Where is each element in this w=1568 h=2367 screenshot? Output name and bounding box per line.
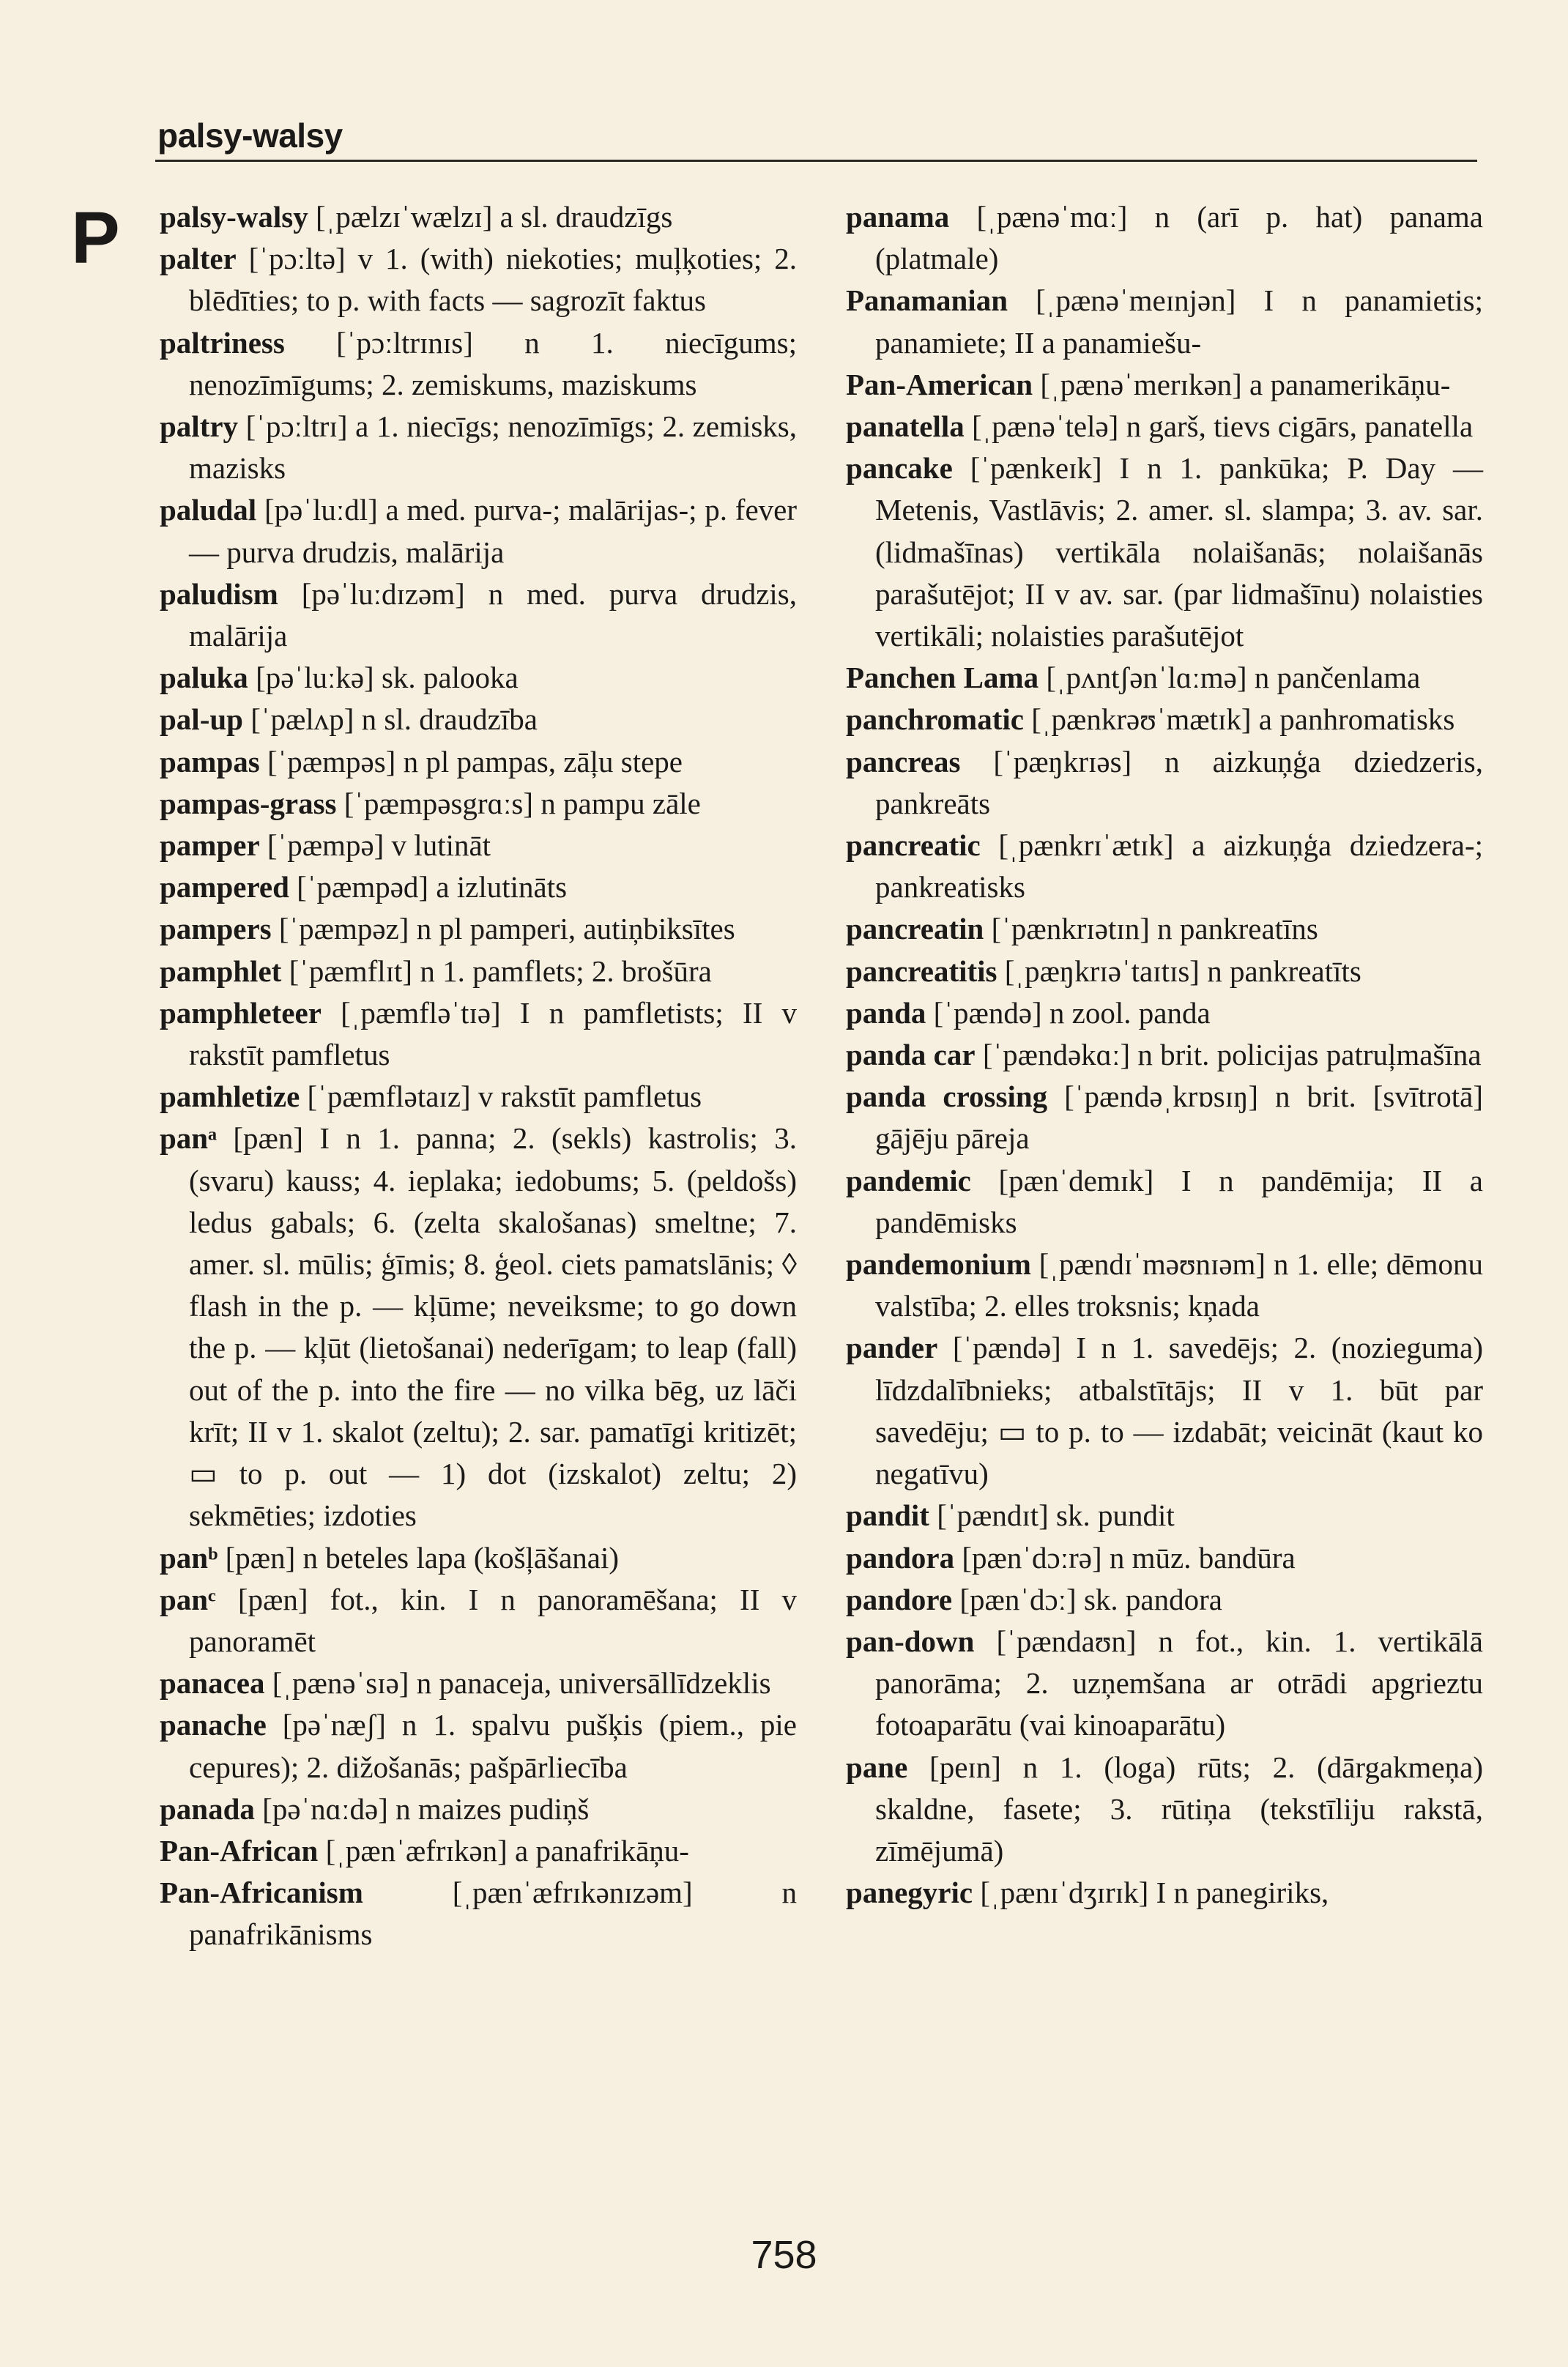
dictionary-entry	[160, 1872, 797, 1955]
headword: pamper	[160, 828, 260, 863]
entry-definition: [ˌpænɪˈdʒɪrɪk] I n panegiriks,	[973, 1876, 1329, 1910]
entry-definition: [ˈpændəkɑː] n brit. policijas patruļmašīna	[975, 1038, 1482, 1072]
entry-definition: [ˈpæmpəs] n pl pampas, zāļu stepe	[259, 744, 683, 779]
entry-definition: [ˈpændəˌkrɒsɪŋ] n brit. [svītrotā] gājēju pāreja	[875, 1080, 1483, 1156]
headword: panᶜ	[160, 1582, 216, 1616]
headword: paluka	[160, 661, 248, 695]
entry-definition: [ˌpænəˈsɪə] n panaceja, universāllīdzeklis	[264, 1666, 771, 1701]
entry-definition: [ˈpɔːltə] v 1. (with) niekoties; muļķoties; 2. blēdīties; to p. with facts — sagrozīt faktus	[189, 242, 797, 318]
entry-definition: [pəˈluːdɪzəm] n med. purva drudzis, malārija	[189, 576, 797, 653]
entry-definition: [ˈpæmflɪt] n 1. pamflets; 2. brošūra	[281, 954, 712, 988]
entry-definition: [ˌpænˈæfrɪkənɪzəm] n panafrikānisms	[189, 1876, 797, 1952]
dictionary-entry	[160, 1076, 797, 1118]
dictionary-entry	[160, 1662, 797, 1704]
dictionary-entry	[846, 699, 1483, 740]
headword: panacea	[160, 1666, 265, 1701]
entry-definition: [ˌpænəˈmeɪnjən] I n panamietis; panamiete; II a panamiešu-	[875, 283, 1483, 360]
entry-definition: [pəˈluːkə] sk. palooka	[248, 661, 519, 695]
dictionary-entry	[160, 825, 797, 866]
headword: palter	[160, 242, 237, 276]
entry-definition: [pəˈnɑːdə] n maizes pudiņš	[254, 1791, 590, 1826]
dictionary-entry	[846, 1579, 1483, 1621]
dictionary-entry	[160, 1704, 797, 1788]
headword: Pan-African	[160, 1833, 319, 1868]
dictionary-entry	[846, 1621, 1483, 1747]
dictionary-entry	[846, 908, 1483, 950]
dictionary-entry	[160, 322, 797, 406]
headword: panda	[846, 995, 926, 1030]
entry-definition: [pæn] I n 1. panna; 2. (sekls) kastrolis; 3. (svaru) kauss; 4. ieplaka; iedobums; 5. (peldošs) ledus gabals; 6. (zelta skalošanas) smeltne; 7. amer. sl. mūlis; ģīmis; 8. ģeol. ciets pamatslānis; ◊ flash in the p. — kļūme; neveiksme; to go down the p. — kļūt (lietošanai) nederīgam; to leap (fall) out of the p. into the fire — no vilka bēg, uz lāči krīt; II v 1. skalot (zeltu); 2. sar. pamatīgi kritizēt; ▭ to p. out — 1) dot (izskalot) zeltu; 2) sekmēties; izdoties	[189, 1121, 797, 1533]
headword: panda crossing	[846, 1080, 1048, 1114]
headword: Pan-American	[846, 367, 1033, 401]
dictionary-entry	[846, 1495, 1483, 1536]
entry-definition: [pæn] n beteles lapa (košļāšanai)	[218, 1540, 620, 1575]
entry-definition: [ˌpænəˈtelə] n garš, tievs cigārs, panatella	[964, 409, 1474, 444]
entry-definition: [ˈpændə] I n 1. savedējs; 2. (nozieguma) līdzdalībnieks; atbalstītājs; II v 1. būt par savedēju; ▭ to p. to — izdabāt; veicināt (kaut ko negatīvu)	[875, 1331, 1483, 1491]
entry-definition: [ˈpænkrɪətɪn] n pankreatīns	[984, 912, 1318, 946]
entry-definition: [peɪn] n 1. (loga) rūts; 2. (dārgakmeņa) skaldne, fasete; 3. rūtiņa (tekstīliju rakstā, zīmējumā)	[875, 1750, 1483, 1868]
entry-definition: [ˌpʌntʃənˈlɑːmə] n pančenlama	[1038, 661, 1421, 695]
dictionary-entry	[846, 1034, 1483, 1076]
entry-definition: [ˈpæmflətaɪz] v rakstīt pamfletus	[300, 1080, 702, 1114]
headword: pamphleteer	[160, 995, 322, 1030]
headword: panache	[160, 1708, 267, 1742]
entry-definition: [ˌpæmfləˈtɪə] I n pamfletists; II v rakstīt pamfletus	[189, 995, 797, 1072]
entry-definition: [ˈpæŋkrɪəs] n aizkuņģa dziedzeris, pankreāts	[875, 744, 1483, 820]
headword: pancreatic	[846, 828, 981, 863]
dictionary-entry	[846, 280, 1483, 363]
headword: panᵇ	[160, 1540, 218, 1575]
entry-definition: [ˈpæmpəz] n pl pamperi, autiņbiksītes	[271, 912, 735, 946]
dictionary-entry	[160, 908, 797, 950]
entry-definition: [ˈpændaʊn] n fot., kin. 1. vertikālā panorāma; 2. uzņemšana ar otrādi apgrieztu fotoaparātu (vai kinoaparātu)	[875, 1624, 1483, 1742]
headword: paludism	[160, 576, 278, 611]
dictionary-entry	[160, 1830, 797, 1872]
entry-definition: [pænˈdemɪk] I n pandēmija; II a pandēmisks	[875, 1163, 1483, 1239]
dictionary-entry	[160, 741, 797, 783]
dictionary-entry	[160, 489, 797, 573]
headword: pandit	[846, 1498, 929, 1533]
headword: pandemonium	[846, 1247, 1031, 1282]
headword: paludal	[160, 493, 257, 527]
entry-definition: [ˌpænˈæfrɪkən] a panafrikāņu-	[318, 1833, 689, 1868]
entry-definition: [ˌpænkrɪˈætɪk] a aizkuņģa dziedzera-; pankreatisks	[875, 828, 1483, 904]
dictionary-entry	[846, 657, 1483, 699]
headword: panegyric	[846, 1876, 973, 1910]
headword: pamhletize	[160, 1080, 300, 1114]
dictionary-entry	[160, 783, 797, 825]
entry-definition: [pænˈdɔːrə] n mūz. bandūra	[954, 1540, 1296, 1575]
dictionary-entry	[160, 951, 797, 992]
entry-definition: [ˈpæmpəsgrɑːs] n pampu zāle	[336, 786, 701, 820]
headword: pandore	[846, 1582, 953, 1616]
dictionary-entry	[846, 406, 1483, 447]
entry-definition: [ˈpændə] n zool. panda	[926, 995, 1211, 1030]
headword: pancreas	[846, 744, 961, 779]
headword: pan-down	[846, 1624, 975, 1658]
headword: Panchen Lama	[846, 661, 1039, 695]
entry-definition: [ˌpænkrəʊˈmætɪk] a panhromatisks	[1023, 702, 1455, 737]
entry-definition: [ˈpæmpə] v lutināt	[259, 828, 491, 863]
entry-definition: [ˈpænkeɪk] I n 1. pankūka; P. Day — Metenis, Vastlāvis; 2. amer. sl. slampa; 3. av. sar. (lidmašīnas) vertikāla nolaišanās; nolaišanās parašutējot; II v av. sar. (par lidmašīnu) nolaisties vertikāli; nolaisties parašutējot	[875, 451, 1483, 653]
entry-definition: [pæn] fot., kin. I n panoramēšana; II v panoramēt	[189, 1582, 797, 1658]
dictionary-entry	[160, 573, 797, 657]
right-column	[846, 196, 1483, 1914]
entry-definition: [ˈpæmpəd] a izlutināts	[289, 870, 568, 904]
entry-definition: [pænˈdɔː] sk. pandora	[952, 1582, 1222, 1616]
entry-definition: [ˈpɔːltrɪnɪs] n 1. niecīgums; nenozīmīgums; 2. zemiskums, maziskums	[189, 325, 797, 401]
headword: panda car	[846, 1038, 976, 1072]
entry-definition: [pəˈnæʃ] n 1. spalvu pušķis (piem., pie cepures); 2. dižošanās; pašpārliecība	[189, 1708, 797, 1784]
dictionary-entry	[846, 447, 1483, 657]
entry-definition: [ˈpɔːltrɪ] a 1. niecīgs; nenozīmīgs; 2. zemisks, mazisks	[189, 409, 797, 486]
dictionary-entry	[160, 1579, 797, 1662]
dictionary-entry	[160, 699, 797, 740]
entry-definition: [ˌpænəˈmerɪkən] a panamerikāņu-	[1033, 367, 1451, 401]
dictionary-entry	[160, 1537, 797, 1579]
headword: palsy-walsy	[160, 200, 308, 234]
headword: pandora	[846, 1540, 955, 1575]
dictionary-entry	[160, 196, 797, 238]
entry-definition: [ˌpænəˈmɑː] n (arī p. hat) panama (platmale)	[875, 200, 1483, 276]
dictionary-entry	[846, 1872, 1483, 1914]
headword: paltriness	[160, 325, 285, 360]
entry-definition: [ˈpændɪt] sk. pundit	[929, 1498, 1175, 1533]
headword: pampered	[160, 870, 289, 904]
dictionary-entry	[846, 1160, 1483, 1244]
dictionary-entry	[846, 1747, 1483, 1873]
dictionary-entry	[846, 1327, 1483, 1495]
running-head: palsy-walsy	[157, 116, 343, 155]
headword: Pan-Africanism	[160, 1876, 363, 1910]
entry-definition: [pəˈluːdl] a med. purva-; malārijas-; p. fever — purva drudzis, malārija	[189, 493, 797, 569]
headword: pancreatin	[846, 912, 984, 946]
headword: panatella	[846, 409, 965, 444]
headword: panama	[846, 200, 950, 234]
entry-definition: [ˌpælzɪˈwælzɪ] a sl. draudzīgs	[308, 200, 673, 234]
dictionary-entry	[846, 951, 1483, 992]
headword: panchromatic	[846, 702, 1024, 737]
header-rule	[155, 160, 1477, 162]
dictionary-entry	[160, 657, 797, 699]
dictionary-entry	[160, 992, 797, 1076]
headword: pane	[846, 1750, 908, 1784]
headword: paltry	[160, 409, 239, 444]
headword: pancake	[846, 451, 953, 486]
letter-tab: P	[71, 197, 120, 279]
left-column	[160, 196, 797, 1956]
headword: Panamanian	[846, 283, 1008, 318]
headword: pampas-grass	[160, 786, 337, 820]
dictionary-entry	[846, 1076, 1483, 1159]
dictionary-entry	[846, 992, 1483, 1034]
headword: pampas	[160, 744, 260, 779]
dictionary-entry	[160, 406, 797, 489]
headword: pal-up	[160, 702, 243, 737]
dictionary-entry	[846, 1244, 1483, 1327]
headword: pander	[846, 1331, 938, 1365]
dictionary-entry	[160, 238, 797, 322]
headword: pancreatitis	[846, 954, 997, 988]
dictionary-entry	[846, 196, 1483, 280]
dictionary-entry	[846, 741, 1483, 825]
headword: pamphlet	[160, 954, 282, 988]
headword: pampers	[160, 912, 272, 946]
entry-definition: [ˌpændɪˈməʊnɪəm] n 1. elle; dēmonu valstība; 2. elles troksnis; kņada	[875, 1247, 1483, 1323]
dictionary-entry	[160, 1788, 797, 1830]
dictionary-entry	[846, 364, 1483, 406]
dictionary-entry	[846, 1537, 1483, 1579]
dictionary-entry	[160, 1118, 797, 1536]
entry-definition: [ˌpæŋkrɪəˈtaɪtɪs] n pankreatīts	[997, 954, 1361, 988]
dictionary-entry	[846, 825, 1483, 908]
headword: panada	[160, 1791, 255, 1826]
page-number: 758	[751, 2233, 817, 2277]
headword: panᵃ	[160, 1121, 218, 1156]
entry-definition: [ˈpælʌp] n sl. draudzība	[242, 702, 538, 737]
dictionary-entry	[160, 866, 797, 908]
headword: pandemic	[846, 1163, 971, 1197]
